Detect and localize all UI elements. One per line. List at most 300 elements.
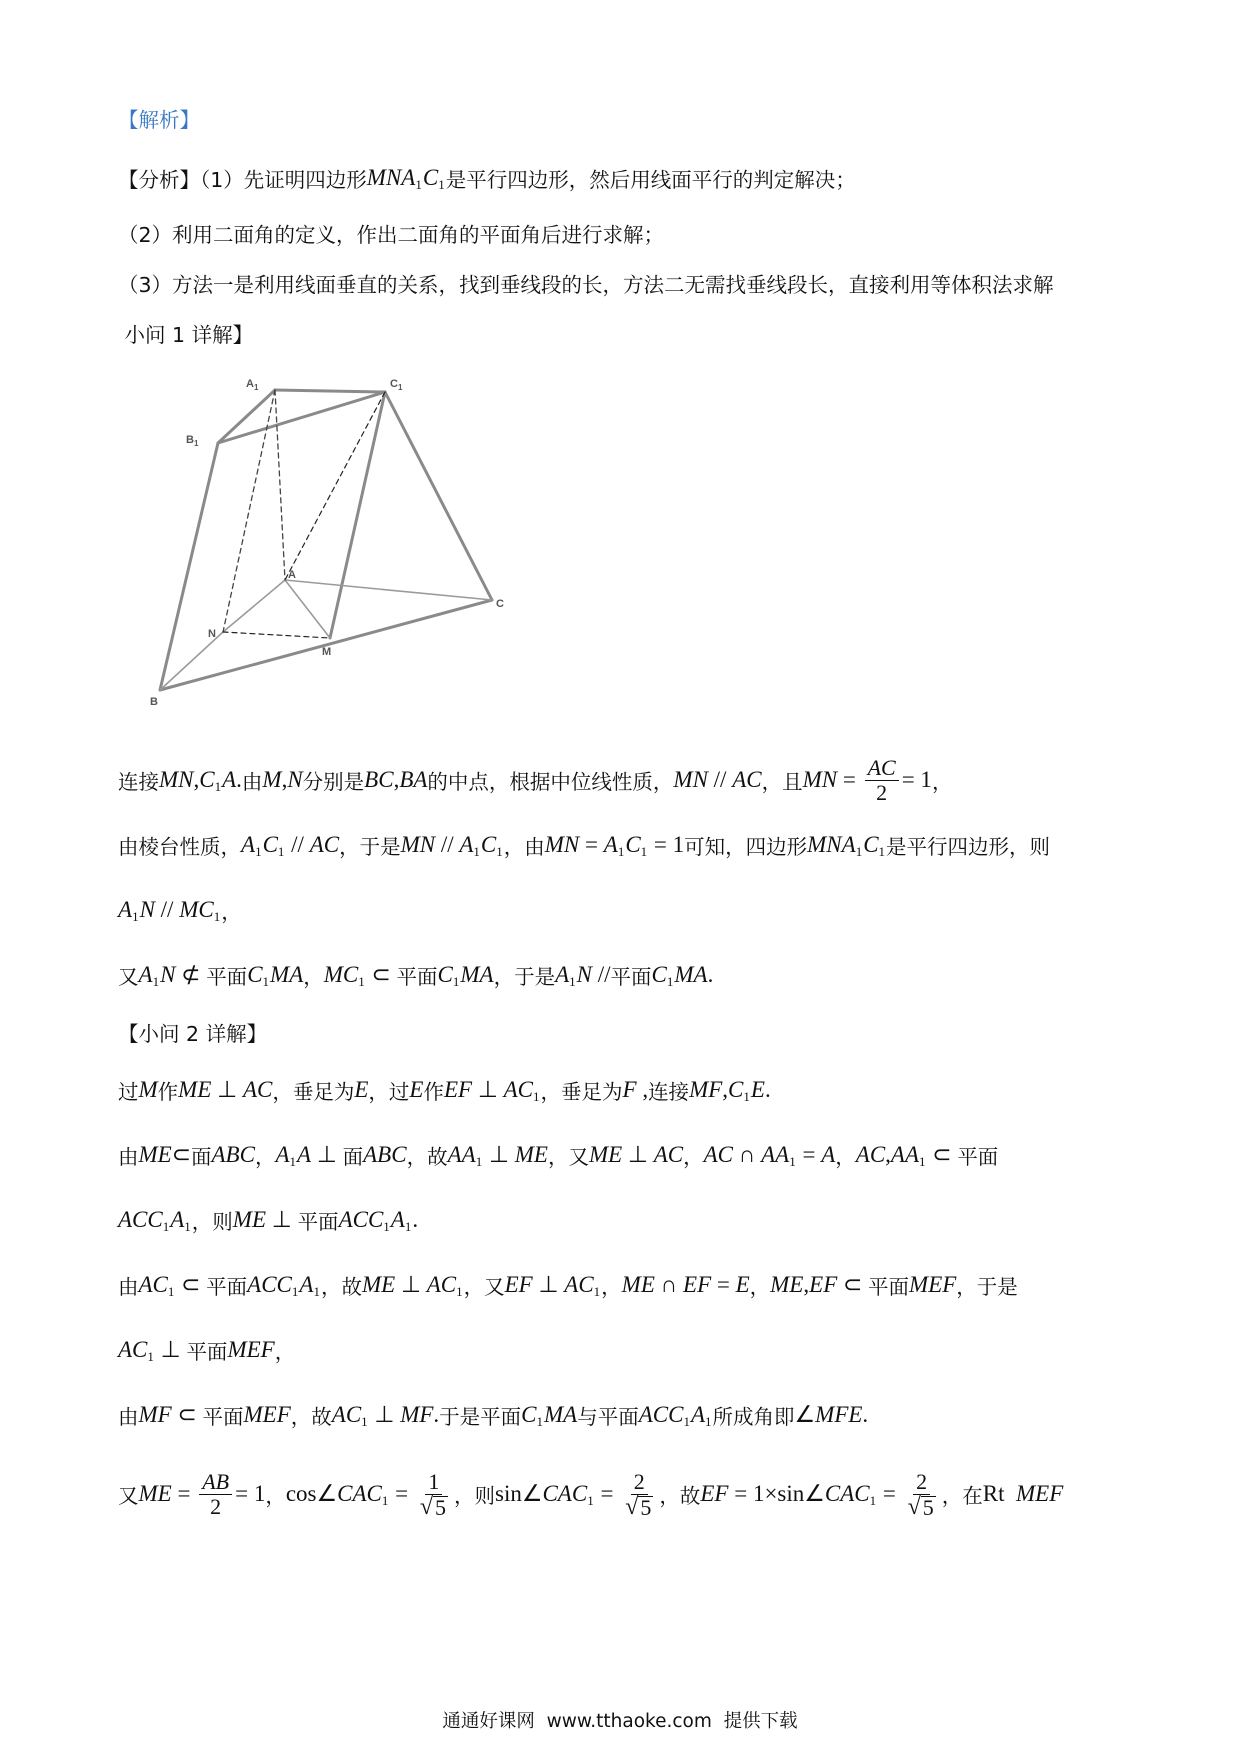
- math-symbol: MC: [323, 962, 359, 987]
- frustum-figure: [150, 375, 520, 710]
- math-symbol: C: [863, 832, 879, 857]
- math-symbol: M: [138, 1077, 158, 1102]
- text-run: ，由: [503, 835, 545, 859]
- math-operator: ⊥: [266, 1207, 298, 1232]
- math-symbol: A: [690, 1402, 706, 1427]
- radical-sign: √: [419, 1493, 433, 1520]
- text-run: 过: [118, 1080, 139, 1104]
- math-operator: = 1: [901, 767, 932, 792]
- math-subscript: 1: [277, 844, 285, 859]
- text-run: 平面: [396, 965, 438, 989]
- q2-para-4: [118, 1265, 1018, 1305]
- q2-para-1: [118, 1070, 771, 1110]
- edge-c1-c: [385, 392, 492, 600]
- math-operator: .: [707, 962, 714, 987]
- math-subscript: 1: [456, 1284, 463, 1299]
- text-run: ，: [601, 1275, 622, 1299]
- text-run: ，过: [368, 1080, 410, 1104]
- math-symbol: A: [241, 832, 256, 857]
- math-symbol: MA: [460, 962, 494, 987]
- math-subscript: 1: [587, 1493, 594, 1508]
- math-operator: ⊂: [365, 962, 397, 987]
- math-symbol: CAC: [542, 1481, 588, 1506]
- fraction-denominator: [622, 1495, 656, 1519]
- q2-para-7: [118, 1466, 1063, 1522]
- q2-heading: [118, 1012, 267, 1052]
- math-symbol: AC: [138, 1272, 168, 1297]
- math-symbol: CAC: [824, 1481, 870, 1506]
- text-run: ，于是: [956, 1275, 1018, 1299]
- edge-n-m: [223, 632, 330, 638]
- math-symbol: MN: [802, 767, 838, 792]
- analysis-line-2: [118, 213, 664, 253]
- math-symbol: E: [750, 1077, 765, 1102]
- math-operator: ⊄: [175, 962, 207, 987]
- math-operator: ⊥: [395, 1272, 427, 1297]
- math-symbol: ACC: [638, 1402, 684, 1427]
- math-subscript: 1: [743, 1089, 750, 1104]
- math-symbol: ME: [588, 1142, 623, 1167]
- math-symbol: F: [622, 1077, 637, 1102]
- math-symbol: ME: [514, 1142, 548, 1167]
- math-symbol: ME: [770, 1272, 804, 1297]
- math-operator: ⊂: [171, 1402, 203, 1427]
- q1-heading-label: 小问 1 详解】: [118, 323, 254, 347]
- text-run: 连接: [118, 770, 159, 794]
- text-run: 与平面: [577, 1405, 639, 1429]
- text-run: ，垂足为: [272, 1080, 355, 1104]
- radicand: 5: [640, 1494, 652, 1520]
- text-run: ，又: [463, 1275, 505, 1299]
- math-operator: //: [285, 832, 310, 857]
- text-run: ，在: [941, 1484, 983, 1508]
- math-subscript: 1: [640, 844, 648, 859]
- math-symbol: AC: [242, 1077, 273, 1102]
- math-operator: ⊥: [311, 1142, 343, 1167]
- edge-c1-m: [330, 392, 385, 638]
- q2-para-6: [118, 1395, 868, 1435]
- math-subscript: 1: [438, 177, 445, 192]
- math-subscript: 1: [167, 1284, 175, 1299]
- math-subscript: 1: [593, 1284, 601, 1299]
- math-symbol: A: [390, 1207, 405, 1232]
- math-symbol: C: [437, 962, 453, 987]
- math-symbol: MF: [689, 1077, 723, 1102]
- math-symbol: AC: [653, 1142, 684, 1167]
- math-subscript: 1: [162, 1219, 170, 1234]
- text-run: 作: [157, 1080, 179, 1104]
- analysis-line-1: [118, 158, 856, 198]
- math-symbol: MA: [544, 1402, 578, 1427]
- math-symbol: MEF: [909, 1272, 957, 1297]
- text-run: 由: [118, 1145, 139, 1169]
- q2-para-5: [118, 1330, 295, 1370]
- math-symbol: C: [480, 832, 497, 857]
- q1-para-4: [118, 955, 713, 995]
- math-symbol: C: [422, 165, 439, 190]
- math-symbol: AC: [703, 1142, 733, 1167]
- math-operator: sin∠: [495, 1481, 543, 1506]
- text-run: 于是平面: [439, 1405, 522, 1429]
- math-operator: = 1: [235, 1481, 266, 1506]
- fraction: [417, 1470, 451, 1519]
- edge-b1-b: [160, 443, 218, 690]
- math-symbol: MNA: [366, 165, 416, 190]
- q2-para-2: [118, 1135, 998, 1175]
- math-subscript: 1: [705, 1414, 712, 1429]
- math-symbol: AC: [118, 1337, 148, 1362]
- math-symbol: AC: [503, 1077, 533, 1102]
- math-symbol: C: [199, 767, 215, 792]
- math-subscript: 1: [381, 1493, 389, 1508]
- edge-a-m: [285, 580, 330, 638]
- text-run: 可知，四边形: [684, 835, 808, 859]
- math-operator: .: [862, 1402, 869, 1427]
- math-symbol: AC: [855, 1142, 886, 1167]
- math-symbol: N: [139, 897, 155, 922]
- math-subscript: 1: [213, 909, 221, 924]
- text-run: 平面: [297, 1210, 339, 1234]
- text-run: ，: [221, 900, 242, 924]
- math-symbol: MC: [179, 897, 214, 922]
- math-symbol: EF: [809, 1272, 838, 1297]
- edge-a1-c1: [275, 390, 385, 392]
- math-subscript: 1: [361, 1414, 368, 1429]
- fraction-numerator: AC: [865, 756, 899, 781]
- math-symbol: C: [521, 1402, 537, 1427]
- math-operator: =: [837, 767, 862, 792]
- math-symbol: ABC: [211, 1142, 255, 1167]
- math-symbol: ABC: [363, 1142, 407, 1167]
- math-subscript: 1: [291, 1284, 299, 1299]
- math-symbol: MN: [544, 832, 580, 857]
- text-run: ，则: [454, 1484, 495, 1508]
- math-subscript: 1: [214, 779, 222, 794]
- math-subscript: 1: [496, 844, 503, 859]
- math-symbol: C: [651, 962, 667, 987]
- math-symbol: EF: [504, 1272, 533, 1297]
- math-symbol: C: [625, 832, 641, 857]
- math-operator: ⊥: [472, 1077, 504, 1102]
- fraction-numerator: 2: [913, 1470, 930, 1495]
- math-symbol: A: [821, 1142, 836, 1167]
- label-n: N: [208, 628, 216, 640]
- math-operator: ⊥: [483, 1142, 515, 1167]
- text-run: 所成角即: [712, 1405, 795, 1429]
- q2-heading-label: 【小问 2 详解】: [118, 1022, 268, 1046]
- text-run: ，: [683, 1145, 704, 1169]
- math-symbol: MEF: [1016, 1481, 1064, 1506]
- edge-a1-a: [275, 390, 285, 580]
- math-operator: ⊥: [211, 1077, 243, 1102]
- label-a: A: [288, 569, 296, 581]
- text-run: 平面: [206, 965, 248, 989]
- text-run: 又: [118, 965, 139, 989]
- math-symbol: C: [262, 832, 278, 857]
- math-subscript: 1: [473, 844, 480, 859]
- math-subscript: 1: [184, 1219, 191, 1234]
- math-symbol: MNA: [807, 832, 856, 857]
- text-run: 平面: [186, 1340, 228, 1364]
- math-symbol: E: [735, 1272, 750, 1297]
- math-operator: ⊂: [837, 1272, 869, 1297]
- text-run: ，于是: [493, 965, 556, 989]
- q1-para-3: [118, 890, 242, 930]
- math-symbol: ME: [138, 1142, 172, 1167]
- math-operator: ⊥: [368, 1402, 401, 1427]
- math-subscript: 1: [683, 1414, 690, 1429]
- text-run: 由: [241, 770, 263, 794]
- math-symbol: N: [287, 767, 303, 792]
- math-symbol: C: [247, 962, 263, 987]
- edge-a-c: [285, 580, 492, 600]
- math-operator: .: [764, 1077, 771, 1102]
- math-subscript: 1: [855, 844, 863, 859]
- math-symbol: CAC: [337, 1481, 382, 1506]
- math-symbol: A: [118, 897, 133, 922]
- math-subscript: 1: [415, 177, 422, 192]
- fraction-numerator: AB: [199, 1470, 232, 1495]
- math-operator: ,: [722, 1077, 729, 1102]
- text-run: 平面: [206, 1275, 248, 1299]
- math-symbol: MA: [674, 962, 708, 987]
- math-subscript: 1: [152, 974, 160, 989]
- math-operator: ∠: [794, 1402, 816, 1427]
- label-b1: $B_1$: [186, 434, 199, 448]
- math-subscript: 1: [666, 974, 674, 989]
- math-operator: //: [435, 832, 460, 857]
- math-symbol: C: [728, 1077, 744, 1102]
- math-operator: ⊥: [154, 1337, 187, 1362]
- text-run: ，故: [320, 1275, 362, 1299]
- text-run: 由棱台性质，: [118, 835, 241, 859]
- text-run: 作: [423, 1080, 444, 1104]
- analysis-line-3: [118, 263, 1054, 303]
- math-subscript: 1: [475, 1154, 483, 1169]
- math-subscript: 1: [919, 1154, 926, 1169]
- math-operator: ⊂: [175, 1272, 207, 1297]
- text-run: 分别是: [302, 770, 365, 794]
- text-run: ，故: [406, 1145, 448, 1169]
- math-symbol: A: [222, 767, 237, 792]
- text-run: 平面: [957, 1145, 999, 1169]
- square-root: [625, 1495, 653, 1519]
- text-run: 由: [118, 1405, 139, 1429]
- text-run: （2）利用二面角的定义，作出二面角的平面角后进行求解；: [118, 223, 665, 247]
- math-symbol: MA: [270, 962, 304, 987]
- text-run: 是平行四边形，然后用线面平行的判定解决；: [445, 168, 856, 192]
- text-run: 由: [118, 1275, 139, 1299]
- math-operator: ∩: [654, 1272, 684, 1297]
- math-symbol: EF: [683, 1272, 712, 1297]
- fraction-denominator: [905, 1495, 939, 1519]
- math-symbol: A: [459, 832, 474, 857]
- math-symbol: E: [354, 1077, 369, 1102]
- math-symbol: AA: [890, 1142, 920, 1167]
- math-operator: .: [236, 767, 242, 792]
- fraction-denominator: [417, 1495, 451, 1519]
- math-subscript: 1: [255, 844, 262, 859]
- math-symbol: BC: [364, 767, 394, 792]
- math-operator: //: [154, 897, 180, 922]
- solution-heading-label: 【解析】: [118, 108, 200, 132]
- q1-para-1: [118, 752, 952, 808]
- math-symbol: MEF: [243, 1402, 291, 1427]
- edge-b1-c1: [218, 392, 385, 443]
- text-run: ，垂足为: [540, 1080, 623, 1104]
- math-subscript: 1: [569, 974, 576, 989]
- math-symbol: A: [170, 1207, 185, 1232]
- text-run: 平面: [868, 1275, 910, 1299]
- text-run: 平面: [610, 965, 652, 989]
- radical-sign: √: [907, 1493, 921, 1520]
- text-run: ，: [274, 1340, 296, 1364]
- math-subscript: 1: [533, 1089, 540, 1104]
- text-run: 连接: [648, 1080, 690, 1104]
- label-c: C: [496, 598, 504, 610]
- math-symbol: E: [409, 1077, 424, 1102]
- math-operator: ,: [393, 767, 400, 792]
- text-run: ，故: [290, 1405, 332, 1429]
- q1-heading: [118, 313, 253, 353]
- math-symbol: EF: [700, 1481, 729, 1506]
- math-operator: cos∠: [285, 1481, 338, 1506]
- math-subscript: 1: [536, 1414, 544, 1429]
- text-run: 面: [342, 1145, 364, 1169]
- q1-para-2: [118, 825, 1050, 865]
- math-subscript: 1: [383, 1219, 390, 1234]
- math-operator: ⊥: [622, 1142, 654, 1167]
- math-operator: =: [171, 1481, 197, 1506]
- math-subscript: 1: [313, 1284, 320, 1299]
- fraction: [622, 1470, 656, 1519]
- math-operator: Rt: [982, 1481, 1016, 1506]
- math-subscript: 1: [404, 1219, 412, 1234]
- solution-heading: [118, 98, 200, 138]
- label-a1: $A_1$: [246, 378, 259, 392]
- math-symbol: MN: [673, 767, 708, 792]
- math-operator: ∩: [733, 1142, 762, 1167]
- text-run: 是平行四边形，则: [886, 835, 1051, 859]
- math-symbol: ME: [138, 1481, 172, 1506]
- math-symbol: A: [299, 1272, 314, 1297]
- math-symbol: M: [262, 767, 282, 792]
- math-symbol: MN: [159, 767, 194, 792]
- text-run: ，: [254, 1145, 276, 1169]
- text-run: 又: [118, 1484, 139, 1508]
- math-symbol: MEF: [227, 1337, 275, 1362]
- math-symbol: A: [555, 962, 570, 987]
- math-symbol: ACC: [338, 1207, 384, 1232]
- text-run: ，: [749, 1275, 771, 1299]
- math-operator: ,: [281, 767, 288, 792]
- text-run: ，故: [659, 1484, 701, 1508]
- math-symbol: A: [297, 1142, 312, 1167]
- math-subscript: 1: [262, 974, 270, 989]
- square-root: [908, 1495, 936, 1519]
- math-symbol: AC: [732, 767, 762, 792]
- math-symbol: AA: [761, 1142, 790, 1167]
- math-symbol: ME: [361, 1272, 396, 1297]
- math-symbol: MFE: [815, 1402, 863, 1427]
- math-operator: =: [796, 1142, 822, 1167]
- fraction: [199, 1470, 232, 1519]
- text-run: ，又: [547, 1145, 589, 1169]
- text-run: ，: [835, 1145, 856, 1169]
- math-symbol: AC: [564, 1272, 594, 1297]
- math-operator: = 1×sin∠: [728, 1481, 825, 1506]
- edge-c1-a: [285, 392, 385, 580]
- radicand: 5: [922, 1494, 934, 1520]
- math-symbol: ME: [232, 1207, 267, 1232]
- square-root: [420, 1495, 448, 1519]
- fraction: [865, 756, 899, 805]
- label-b: B: [150, 696, 158, 708]
- text-run: ，且: [761, 770, 803, 794]
- math-subscript: 1: [289, 1154, 297, 1169]
- math-subscript: 1: [878, 844, 886, 859]
- text-run: ，: [265, 1484, 286, 1508]
- math-subscript: 1: [358, 974, 365, 989]
- math-operator: ⊂: [171, 1142, 191, 1167]
- math-subscript: 1: [869, 1493, 877, 1508]
- radical-sign: √: [625, 1493, 639, 1520]
- math-operator: .: [433, 1402, 440, 1427]
- radicand: 5: [435, 1494, 446, 1520]
- text-run: 平面: [202, 1405, 244, 1429]
- math-subscript: 1: [789, 1154, 796, 1169]
- math-operator: =: [877, 1481, 902, 1506]
- text-run: 面: [191, 1145, 212, 1169]
- math-symbol: A: [275, 1142, 290, 1167]
- math-operator: ,: [636, 1077, 649, 1102]
- math-operator: =: [389, 1481, 414, 1506]
- math-symbol: A: [603, 832, 618, 857]
- math-operator: ⊂: [926, 1142, 958, 1167]
- text-run: ，于是: [339, 835, 401, 859]
- math-operator: .: [412, 1207, 419, 1232]
- label-c1: $C_1$: [390, 378, 403, 392]
- page-footer: [0, 1705, 1240, 1735]
- text-run: （3）方法一是利用线面垂直的关系，找到垂线段的长，方法二无需找垂线段长，直接利用等体积法求解: [118, 273, 1054, 297]
- text-run: 的中点，根据中位线性质，: [427, 770, 674, 794]
- footer-text: 通通好课网 www.tthaoke.com 提供下载: [442, 1711, 798, 1732]
- math-operator: ,: [885, 1142, 891, 1167]
- math-symbol: MN: [400, 832, 436, 857]
- math-symbol: MF: [400, 1402, 434, 1427]
- math-symbol: MF: [138, 1402, 172, 1427]
- math-symbol: AC: [331, 1402, 362, 1427]
- math-symbol: N: [576, 962, 592, 987]
- math-operator: ,: [803, 1272, 810, 1297]
- fraction-numerator: 1: [425, 1470, 442, 1495]
- math-symbol: AC: [309, 832, 340, 857]
- math-operator: =: [579, 832, 604, 857]
- math-operator: //: [707, 767, 733, 792]
- math-operator: ⊥: [532, 1272, 565, 1297]
- label-m: M: [322, 646, 332, 658]
- math-symbol: AC: [426, 1272, 457, 1297]
- math-subscript: 1: [452, 974, 460, 989]
- math-operator: //: [592, 962, 611, 987]
- text-run: ，则: [191, 1210, 233, 1234]
- math-operator: ,: [193, 767, 200, 792]
- math-subscript: 1: [132, 909, 139, 924]
- math-subscript: 1: [147, 1349, 154, 1364]
- math-symbol: ME: [621, 1272, 655, 1297]
- text-run: ，: [303, 965, 324, 989]
- math-symbol: A: [138, 962, 153, 987]
